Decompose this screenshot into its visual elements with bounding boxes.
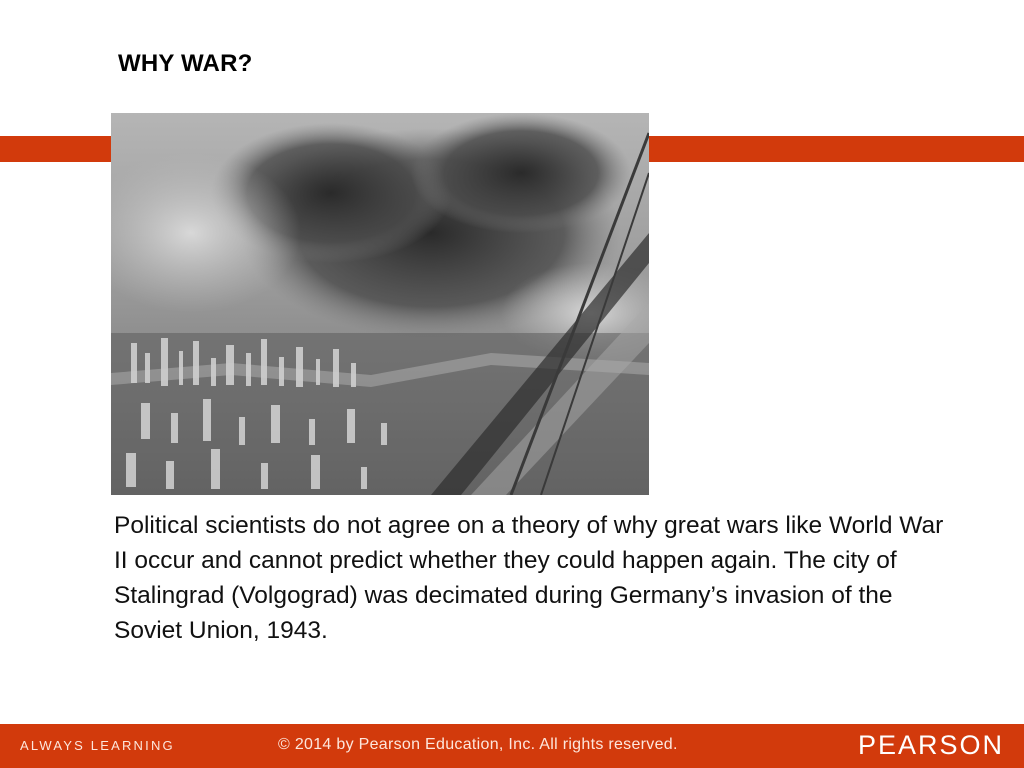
footer-tagline: ALWAYS LEARNING xyxy=(20,738,175,753)
slide-title: WHY WAR? xyxy=(118,50,253,77)
photo-caption: Political scientists do not agree on a theory of why great wars like World War II occur and cannot predict whether they could happen again. The city of Stalingrad (Volgograd) was decimated during Germany’s invasion of the Soviet Union, 1943. xyxy=(114,512,944,644)
stalingrad-photo xyxy=(111,113,649,495)
footer-bar xyxy=(0,724,1024,768)
pearson-logo: PEARSON xyxy=(857,730,1004,760)
footer-copyright: © 2014 by Pearson Education, Inc. All rights reserved. xyxy=(278,736,678,753)
